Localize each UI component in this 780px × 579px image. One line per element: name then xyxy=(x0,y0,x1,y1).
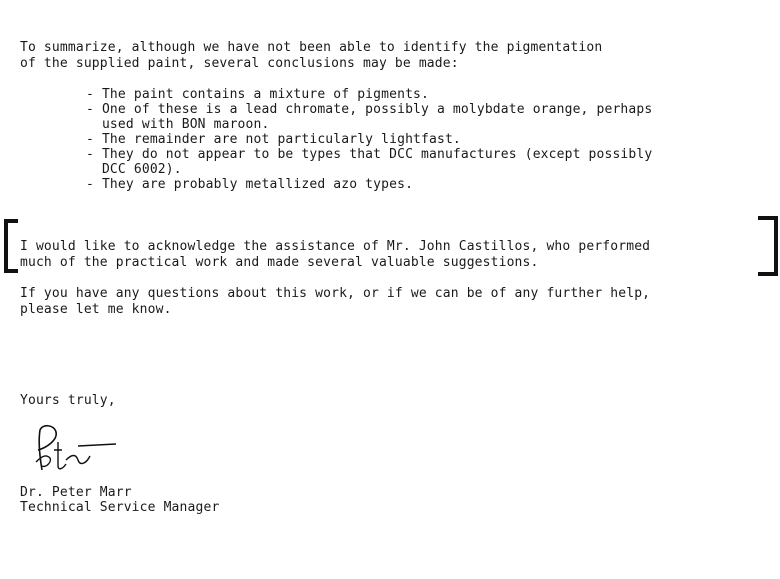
summary-line-2: of the supplied paint, several conclusions may be made: xyxy=(20,56,459,71)
handwritten-signature xyxy=(32,420,122,478)
questions-line-2: please let me know. xyxy=(20,302,172,317)
list-item: - The paint contains a mixture of pigments. xyxy=(86,87,429,102)
closing-salutation: Yours truly, xyxy=(20,393,116,408)
acknowledgement-line-1: I would like to acknowledge the assistance of Mr. John Castillos, who performed xyxy=(20,239,651,254)
list-item: - They are probably metallized azo types. xyxy=(86,177,414,192)
signer-title: Technical Service Manager xyxy=(20,500,220,515)
list-item: - The remainder are not particularly lightfast. xyxy=(86,132,461,147)
list-item-continuation: used with BON maroon. xyxy=(86,117,270,132)
list-item-continuation: DCC 6002). xyxy=(86,162,182,177)
acknowledgement-line-2: much of the practical work and made several valuable suggestions. xyxy=(20,255,539,270)
list-item: - They do not appear to be types that DCC manufactures (except possibly xyxy=(86,147,653,162)
list-item: - One of these is a lead chromate, possibly a molybdate orange, perhaps xyxy=(86,102,653,117)
left-bracket-mark xyxy=(4,219,18,273)
signer-name: Dr. Peter Marr xyxy=(20,485,132,500)
summary-line-1: To summarize, although we have not been able to identify the pigmentation xyxy=(20,40,603,55)
right-bracket-mark xyxy=(758,216,778,276)
questions-line-1: If you have any questions about this work, or if we can be of any further help, xyxy=(20,286,651,301)
